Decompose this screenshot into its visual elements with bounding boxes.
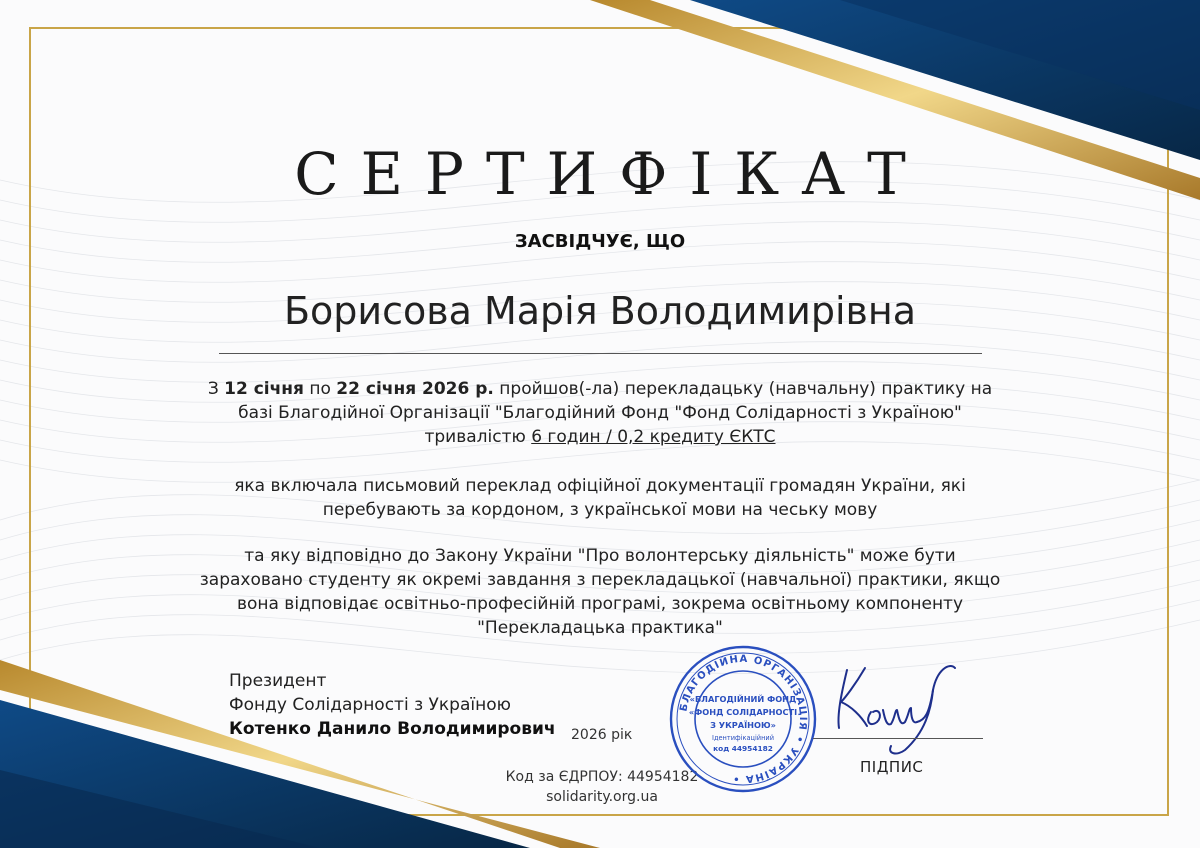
name-underline: [219, 353, 982, 354]
svg-text:БЛАГОДІЙНА ОРГАНІЗАЦІЯ • УКРАЇ: [678, 654, 808, 784]
paragraph-law: [180, 544, 1020, 640]
text-line: "Перекладацька практика": [477, 618, 723, 638]
issue-year: 2026 рік: [571, 727, 633, 743]
paragraph-practice: [180, 377, 1020, 449]
signature-line: [813, 738, 983, 739]
date-to: 22 січня 2026 р.: [336, 379, 494, 399]
stamp-line5: код 44954182: [713, 744, 773, 753]
text-fragment: пройшов(-ла) перекладацьку (навчальну) практику на: [493, 379, 993, 399]
organization-line: базі Благодійної Організації "Благодійний Фонд "Фонд Солідарності з Україною": [238, 403, 962, 423]
official-stamp: [668, 644, 818, 794]
date-from: 12 січня: [224, 379, 304, 399]
handwritten-signature: [825, 650, 975, 760]
text-line: зараховано студенту як окремі завдання з перекладацької (навчальної) практики, якщо: [199, 570, 1001, 590]
website: solidarity.org.ua: [546, 789, 658, 805]
duration: 6 годин / 0,2 кредиту ЄКТС: [531, 427, 776, 447]
certificate-title: СЕРТИФІКАТ: [294, 140, 928, 208]
edrpou-code: Код за ЄДРПОУ: 44954182: [505, 769, 699, 785]
text-line: вона відповідає освітньо-професійній програмі, зокрема освітньому компоненту: [236, 594, 964, 614]
text-line: яка включала письмовий переклад офіційної документації громадян України, які: [234, 476, 966, 496]
stamp-line2: «ФОНД СОЛІДАРНОСТІ: [688, 707, 798, 717]
president-role: Президент: [229, 671, 327, 691]
text-line: перебувають за кордоном, з української мови на чеську мову: [322, 500, 878, 520]
certifies-heading: ЗАСВІДЧУЄ, ЩО: [514, 231, 686, 252]
president-block: [229, 669, 556, 741]
stamp-line4: Ідентифікаційний: [712, 734, 774, 742]
text-fragment: по: [303, 379, 337, 399]
stamp-ring-text: БЛАГОДІЙНА ОРГАНІЗАЦІЯ • УКРАЇНА •: [678, 653, 809, 785]
president-org: Фонду Солідарності з Україною: [229, 695, 511, 715]
paragraph-translation: [180, 474, 1020, 522]
text-fragment: тривалістю: [424, 427, 532, 447]
president-name: Котенко Данило Володимирович: [229, 719, 556, 739]
text-fragment: З: [207, 379, 225, 399]
text-line: та яку відповідно до Закону України "Про волонтерську діяльність" може бути: [244, 546, 956, 566]
footer-info: [0, 767, 1200, 807]
stamp-line1: «БЛАГОДІЙНИЙ ФОНД: [689, 694, 797, 704]
recipient-name: Борисова Марія Володимирівна: [283, 289, 917, 333]
stamp-line3: З УКРАЇНОЮ»: [710, 720, 776, 730]
signature-label: ПІДПИС: [860, 758, 924, 776]
